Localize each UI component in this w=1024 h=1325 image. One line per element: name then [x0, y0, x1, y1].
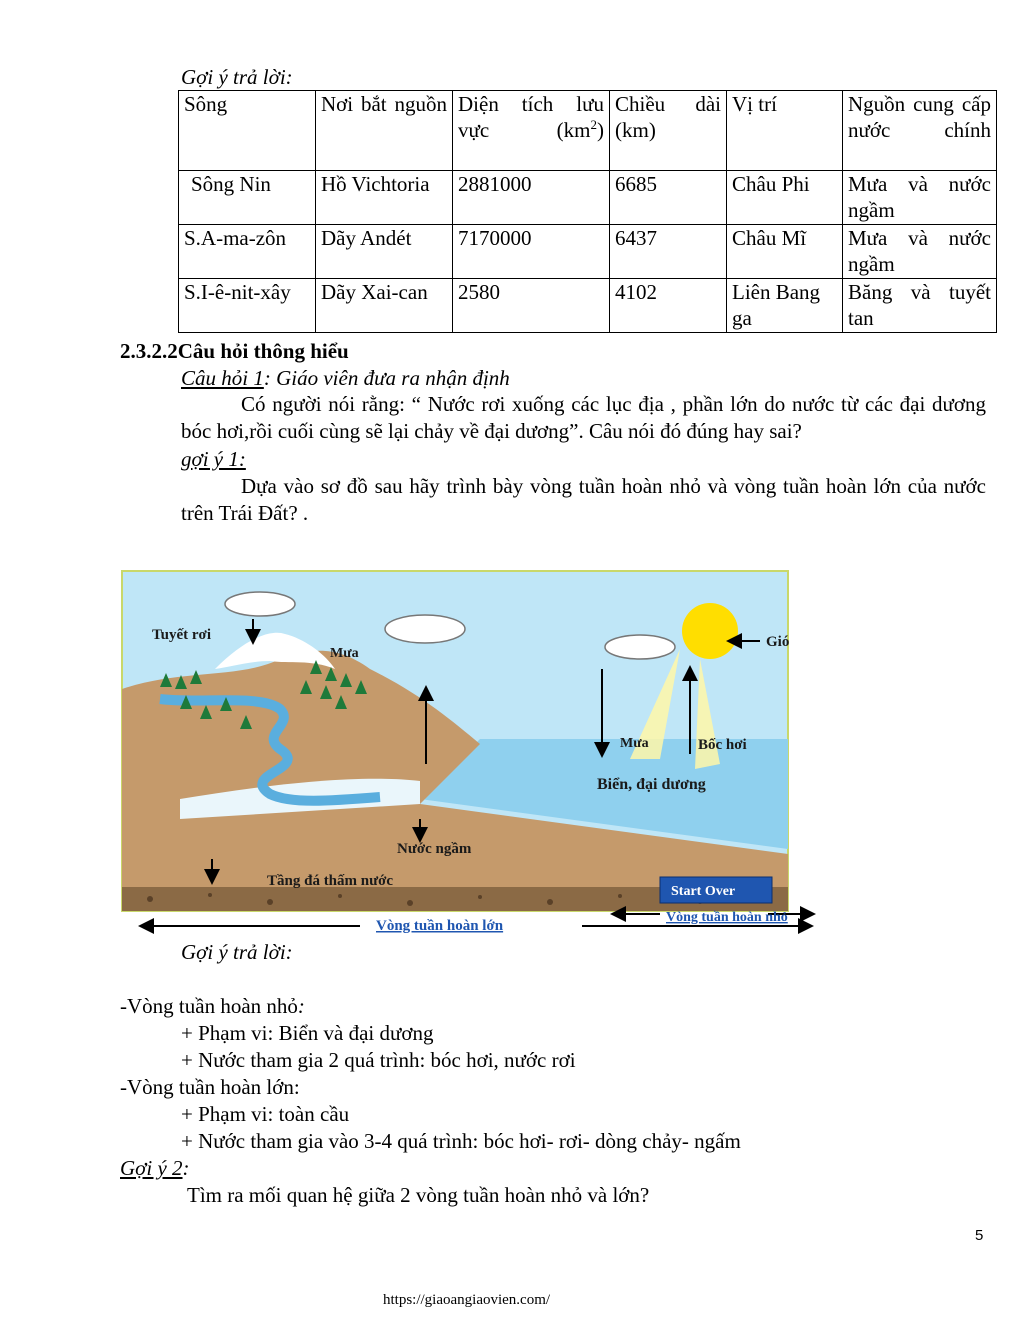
table-cell: 2580	[453, 279, 610, 333]
wind-label: Gió	[766, 634, 790, 650]
table-cell: 2881000	[453, 171, 610, 225]
table-cell: Mưa và nước ngầm	[843, 225, 997, 279]
section-heading: 2.3.2.2Câu hỏi thông hiểu	[120, 339, 349, 363]
table-cell: 6685	[610, 171, 727, 225]
table-cell: Châu Mĩ	[727, 225, 843, 279]
big-cycle-scope: + Phạm vi: toàn cầu	[181, 1102, 350, 1126]
groundwater-label: Nước ngầm	[397, 841, 472, 857]
answer-hint-label: Gợi ý trả lời:	[181, 65, 293, 89]
table-header-row	[179, 91, 997, 171]
table-cell: Châu Phi	[727, 171, 843, 225]
header-source: Nơi bắt nguồn	[316, 91, 453, 171]
hint-2-label: Gợi ý 2	[120, 1156, 183, 1180]
hint-1-label: gợi ý 1:	[181, 447, 246, 471]
header-area: Diện tích lưu vực $(km^2)$	[453, 91, 610, 171]
page-number: 5	[975, 1227, 984, 1244]
answer-hint-label-2: Gợi ý trả lời:	[181, 940, 293, 964]
table-cell: Sông Nin	[179, 171, 316, 225]
big-cycle-title: -Vòng tuần hoàn lớn:	[120, 1075, 300, 1099]
table-cell: Liên Bang ga	[727, 279, 843, 333]
sea-label: Biển, đại dương	[597, 776, 706, 793]
table-cell: 7170000	[453, 225, 610, 279]
small-cycle-process: + Nước tham gia 2 quá trình: bóc hơi, nước rơi	[181, 1048, 576, 1072]
table-cell: Băng và tuyết tan	[843, 279, 997, 333]
rain-land-label: Mưa	[330, 646, 359, 661]
header-location: Vị trí	[727, 91, 843, 171]
table-cell: Hồ Vichtoria	[316, 171, 453, 225]
footer-url[interactable]: https://giaoangiaovien.com/	[383, 1292, 551, 1308]
table-cell: S.I-ê-nit-xây	[179, 279, 316, 333]
table-cell: 4102	[610, 279, 727, 333]
big-cycle-label: Vòng tuần hoàn lớn	[376, 918, 504, 934]
header-river: Sông	[179, 91, 316, 171]
hint-2-body: Tìm ra mối quan hệ giữa 2 vòng tuần hoàn nhỏ và lớn?	[187, 1183, 650, 1207]
small-cycle-scope: + Phạm vi: Biển và đại dương	[181, 1021, 434, 1045]
table-cell: Dãy Andét	[316, 225, 453, 279]
small-cycle-title: -Vòng tuần hoàn nhỏ:	[120, 994, 305, 1018]
question-1-label: Câu hỏi 1	[181, 366, 264, 390]
table-row	[179, 225, 997, 279]
rain-sea-label: Mưa	[620, 736, 649, 751]
start-over-label: Start Over	[671, 884, 736, 899]
header-length: Chiều dài (km)	[610, 91, 727, 171]
evaporation-label: Bốc hơi	[698, 737, 747, 753]
question-1: Câu hỏi 1: Giáo viên đưa ra nhận định	[181, 366, 510, 390]
table-cell: Mưa và nước ngầm	[843, 171, 997, 225]
sun-icon	[682, 603, 738, 659]
hint-2: Gợi ý 2:	[120, 1156, 190, 1180]
table-cell: S.A-ma-zôn	[179, 225, 316, 279]
big-cycle-process: + Nước tham gia vào 3-4 quá trình: bóc hơi- rơi- dòng chảy- ngấm	[181, 1129, 741, 1153]
table-cell: Dãy Xai-can	[316, 279, 453, 333]
water-cycle-diagram	[120, 569, 820, 939]
question-1-body: Có người nói rằng: “ Nước rơi xuống các lục địa , phần lớn do nước từ các đại dương bóc hơi,rồi cuối cùng sẽ lại chảy về đại dương”. Câu nói đó đúng hay sai?	[181, 392, 986, 443]
table-row	[179, 279, 997, 333]
header-water-supply: Nguồn cung cấp nước chính	[843, 91, 997, 171]
table-row	[179, 171, 997, 225]
small-cycle-label: Vòng tuần hoàn nhỏ	[666, 910, 788, 925]
hint-1-body: Dựa vào sơ đồ sau hãy trình bày vòng tuần hoàn nhỏ và vòng tuần hoàn lớn của nước trên Trái Đất? .	[181, 474, 986, 525]
impermeable-layer-label: Tầng đá thấm nước	[267, 873, 394, 889]
river-table	[178, 90, 997, 333]
snow-label: Tuyết rơi	[152, 627, 212, 643]
table-cell: 6437	[610, 225, 727, 279]
